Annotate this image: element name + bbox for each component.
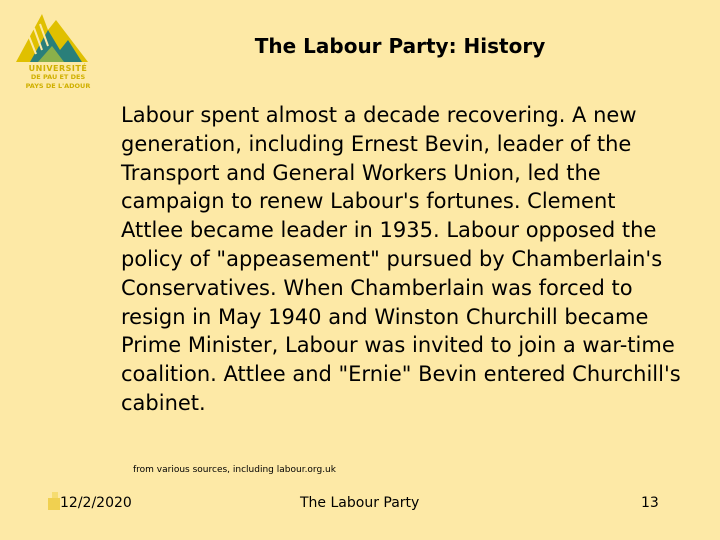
footer-title: The Labour Party bbox=[300, 495, 420, 511]
footer-marker bbox=[48, 498, 60, 510]
slide-body-text: Labour spent almost a decade recovering. A new generation, including Ernest Bevin, leader of the Transport and General Workers Union, led the campaign to renew Labour's fortunes. Clement Attlee became leader in 1935. Labour opposed the policy of "appeasement" pursued by Chamberlain's Conservatives. When Chamberlain was forced to resign in May 1940 and Winston Churchill became Prime Minister, Labour was invited to join a war-time coalition. Attlee and "Ernie" Bevin entered Churchill's cabinet. bbox=[121, 103, 681, 415]
logo-line-3: PAYS DE L'ADOUR bbox=[25, 82, 91, 90]
logo-line-1: UNIVERSITÉ bbox=[28, 64, 88, 73]
university-logo bbox=[8, 10, 98, 96]
source-note: from various sources, including labour.org.uk bbox=[133, 465, 336, 475]
slide-number: 13 bbox=[641, 495, 659, 511]
mountain-logo-icon bbox=[8, 10, 98, 70]
logo-text bbox=[22, 64, 94, 91]
footer-date: 12/2/2020 bbox=[60, 495, 132, 511]
logo-line-2: DE PAU ET DES bbox=[30, 73, 86, 81]
slide-title: The Labour Party: History bbox=[254, 34, 546, 58]
